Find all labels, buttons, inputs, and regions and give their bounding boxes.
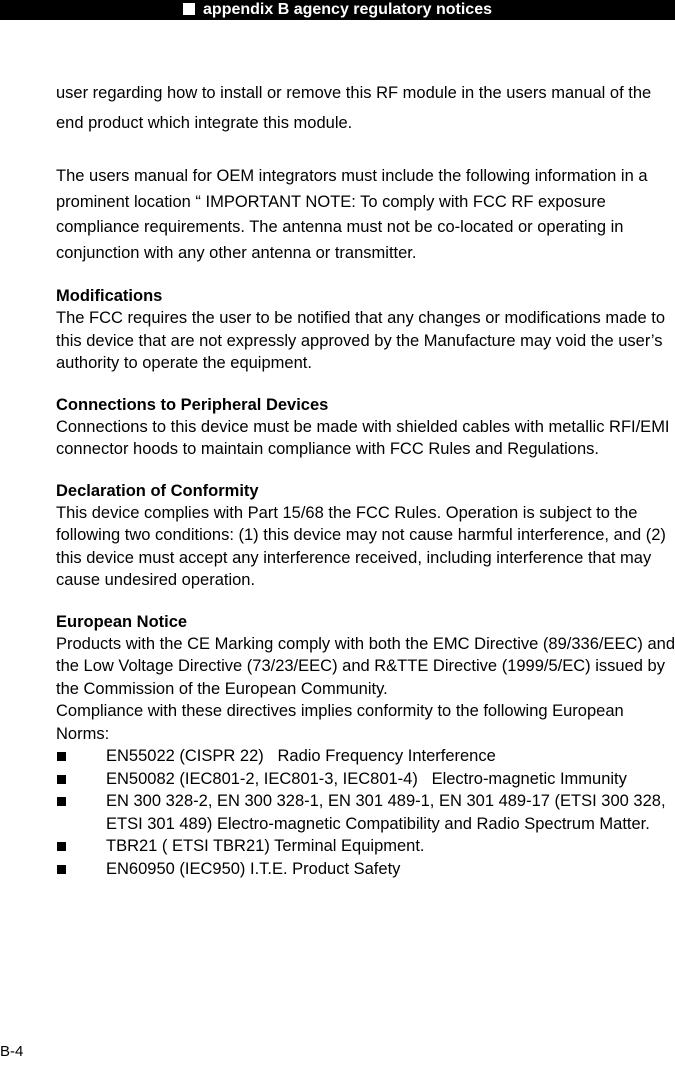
section-body-2: Compliance with these directives implies conformity to the following European Norms: [56, 702, 624, 743]
norms-list [56, 745, 675, 880]
list-item: EN55022 (CISPR 22) Radio Frequency Interference [56, 745, 675, 768]
section-peripheral-connections [56, 395, 675, 461]
square-bullet-icon [57, 865, 66, 874]
document-body [56, 78, 675, 880]
oem-paragraph: The users manual for OEM integrators must include the following information in a prominent location “ IMPORTANT NOTE: To comply with FCC RF exposure compliance requirements. The antenna must not be co-located or operating in conjunction with any other antenna or transmitter. [56, 167, 648, 262]
section-heading: European Notice [56, 612, 188, 631]
page-header [0, 0, 675, 20]
header-title: appendix B agency regulatory notices [203, 1, 492, 18]
square-bullet-icon [57, 775, 66, 784]
square-bullet-icon [57, 752, 66, 761]
section-body: Connections to this device must be made with shielded cables with metallic RFI/EMI connector hoods to maintain compliance with FCC Rules and Regulations. [56, 417, 670, 458]
square-bullet-icon [183, 3, 195, 15]
section-heading: Modifications [56, 287, 163, 305]
page-number: B-4 [0, 1043, 24, 1060]
section-modifications [56, 286, 675, 375]
list-item: EN 300 328-2, EN 300 328-1, EN 301 489-1, EN 301 489-17 (ETSI 300 328, ETSI 301 489) Electro-magnetic Compatibility and Radio Spectrum Matter. [56, 790, 675, 835]
section-body: The FCC requires the user to be notified that any changes or modifications made to this device that are not expressly approved by the Manufacture may void the user’s authority to operate the equipment. [56, 309, 665, 372]
list-item: EN60950 (IEC950) I.T.E. Product Safety [56, 858, 675, 881]
list-item: TBR21 ( ETSI TBR21) Terminal Equipment. [56, 835, 675, 858]
square-bullet-icon [57, 842, 66, 851]
section-body: Products with the CE Marking comply with both the EMC Directive (89/336/EEC) and the Low Voltage Directive (73/23/EEC) and R&TTE Directive (1999/5/EC) issued by the Commission of the European Community. [56, 634, 675, 698]
list-item: EN50082 (IEC801-2, IEC801-3, IEC801-4) Electro-magnetic Immunity [56, 768, 675, 791]
section-european-notice [56, 612, 675, 881]
section-heading: Connections to Peripheral Devices [56, 395, 329, 414]
section-body: This device complies with Part 15/68 the FCC Rules. Operation is subject to the following two conditions: (1) this device may not cause harmful interference, and (2) this device must accept any interference received, including interference that may cause undesired operation. [56, 503, 666, 589]
section-declaration-of-conformity [56, 481, 675, 592]
square-bullet-icon [57, 797, 66, 806]
intro-continuation: user regarding how to install or remove this RF module in the users manual of the end product which integrate this module. [56, 84, 652, 132]
section-heading: Declaration of Conformity [56, 481, 259, 500]
